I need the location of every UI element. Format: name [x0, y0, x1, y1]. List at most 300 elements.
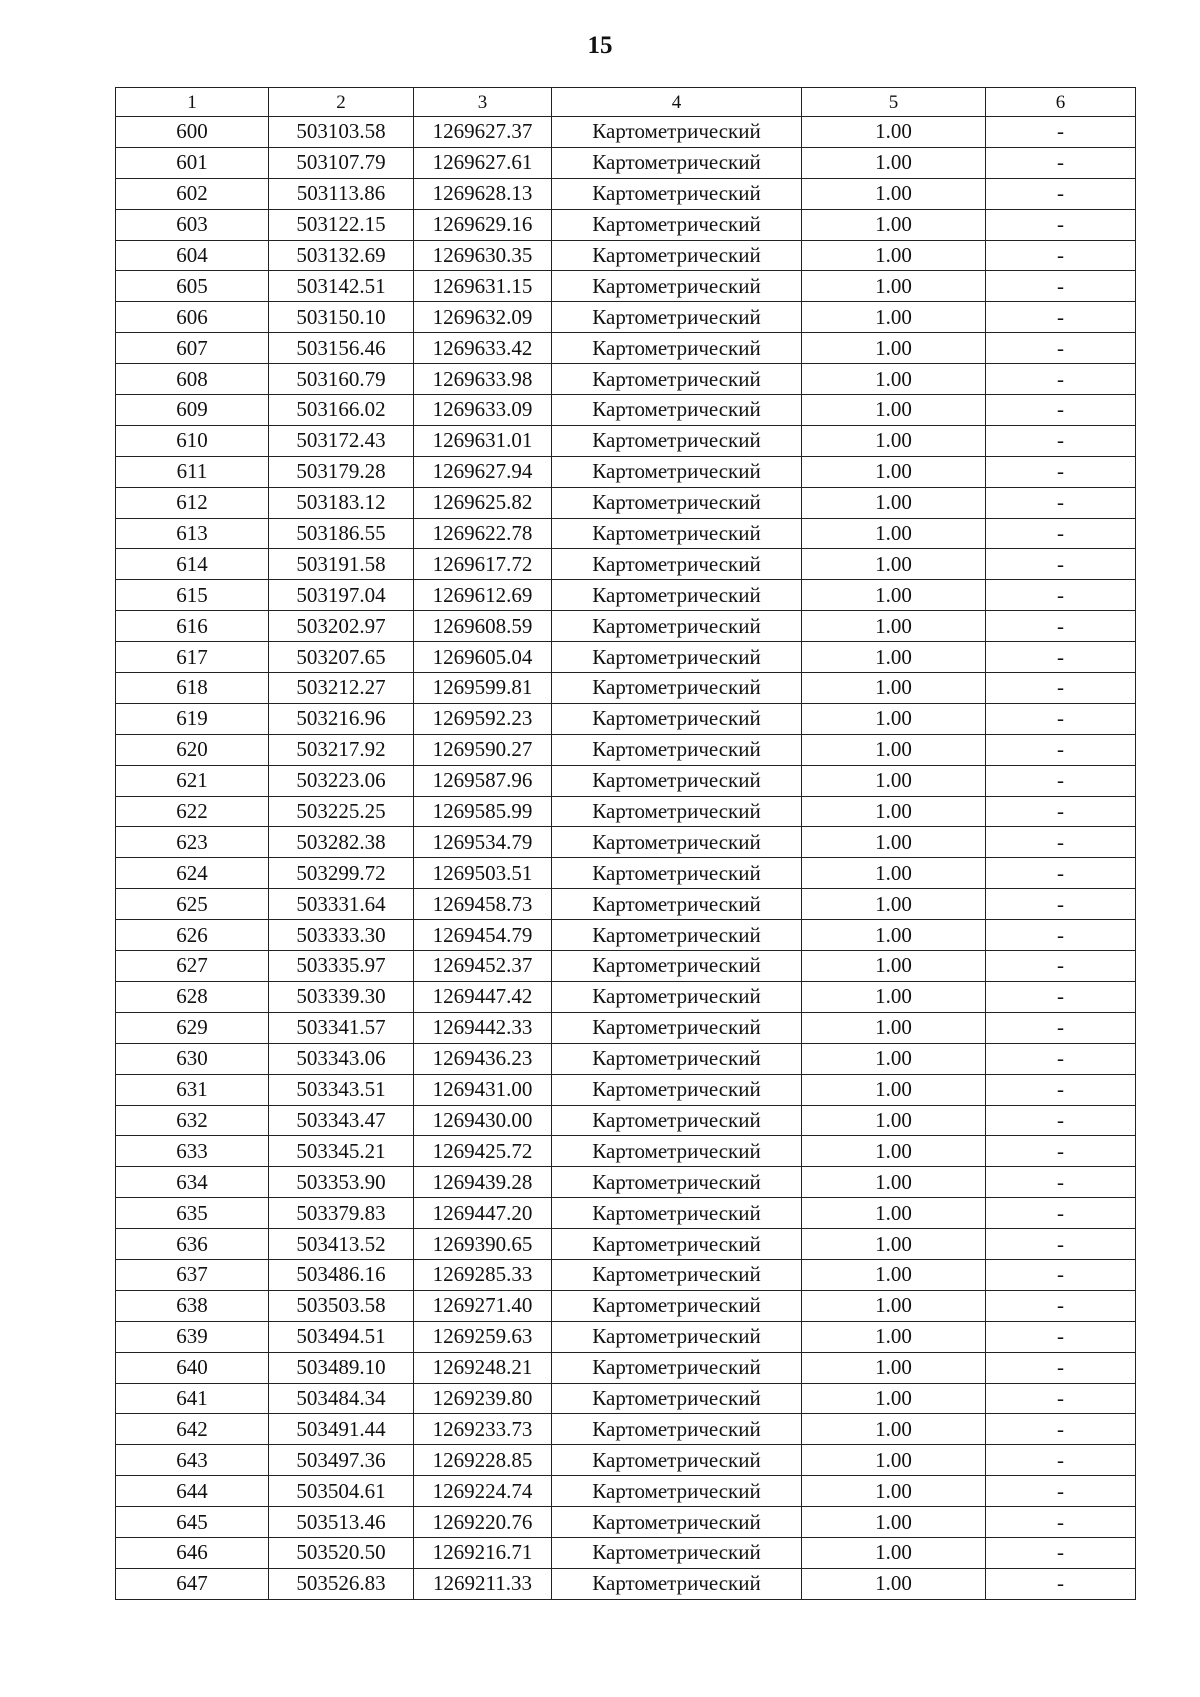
description-cell: - [986, 1136, 1136, 1167]
method-cell: Картометрический [552, 1414, 802, 1445]
y-coordinate-cell: 1269248.21 [414, 1352, 552, 1383]
point-number-cell: 632 [116, 1105, 269, 1136]
accuracy-cell: 1.00 [802, 549, 986, 580]
method-cell: Картометрический [552, 1136, 802, 1167]
table-row [116, 1105, 1136, 1136]
accuracy-cell: 1.00 [802, 271, 986, 302]
coordinates-table [115, 87, 1136, 1600]
accuracy-cell: 1.00 [802, 951, 986, 982]
y-coordinate-cell: 1269633.42 [414, 333, 552, 364]
description-cell: - [986, 1198, 1136, 1229]
table-row [116, 518, 1136, 549]
y-coordinate-cell: 1269631.01 [414, 425, 552, 456]
description-cell: - [986, 1445, 1136, 1476]
column-header-1: 1 [116, 88, 269, 117]
table-row [116, 1537, 1136, 1568]
description-cell: - [986, 1167, 1136, 1198]
description-cell: - [986, 703, 1136, 734]
accuracy-cell: 1.00 [802, 1290, 986, 1321]
x-coordinate-cell: 503122.15 [269, 209, 414, 240]
point-number-cell: 634 [116, 1167, 269, 1198]
description-cell: - [986, 734, 1136, 765]
x-coordinate-cell: 503497.36 [269, 1445, 414, 1476]
description-cell: - [986, 981, 1136, 1012]
description-cell: - [986, 1043, 1136, 1074]
method-cell: Картометрический [552, 425, 802, 456]
x-coordinate-cell: 503513.46 [269, 1507, 414, 1538]
y-coordinate-cell: 1269627.37 [414, 117, 552, 148]
accuracy-cell: 1.00 [802, 456, 986, 487]
accuracy-cell: 1.00 [802, 178, 986, 209]
column-header-2: 2 [269, 88, 414, 117]
x-coordinate-cell: 503343.47 [269, 1105, 414, 1136]
point-number-cell: 629 [116, 1012, 269, 1043]
y-coordinate-cell: 1269599.81 [414, 673, 552, 704]
table-row [116, 920, 1136, 951]
description-cell: - [986, 1259, 1136, 1290]
accuracy-cell: 1.00 [802, 765, 986, 796]
description-cell: - [986, 240, 1136, 271]
point-number-cell: 601 [116, 147, 269, 178]
y-coordinate-cell: 1269439.28 [414, 1167, 552, 1198]
accuracy-cell: 1.00 [802, 487, 986, 518]
x-coordinate-cell: 503520.50 [269, 1537, 414, 1568]
description-cell: - [986, 487, 1136, 518]
table-row [116, 1476, 1136, 1507]
y-coordinate-cell: 1269285.33 [414, 1259, 552, 1290]
description-cell: - [986, 302, 1136, 333]
x-coordinate-cell: 503486.16 [269, 1259, 414, 1290]
x-coordinate-cell: 503107.79 [269, 147, 414, 178]
point-number-cell: 604 [116, 240, 269, 271]
table-row [116, 333, 1136, 364]
y-coordinate-cell: 1269447.42 [414, 981, 552, 1012]
point-number-cell: 639 [116, 1321, 269, 1352]
table-row [116, 1043, 1136, 1074]
method-cell: Картометрический [552, 395, 802, 426]
accuracy-cell: 1.00 [802, 1198, 986, 1229]
description-cell: - [986, 147, 1136, 178]
description-cell: - [986, 1321, 1136, 1352]
table-row [116, 1012, 1136, 1043]
method-cell: Картометрический [552, 456, 802, 487]
method-cell: Картометрический [552, 1568, 802, 1599]
x-coordinate-cell: 503166.02 [269, 395, 414, 426]
table-row [116, 858, 1136, 889]
point-number-cell: 603 [116, 209, 269, 240]
table-row [116, 240, 1136, 271]
y-coordinate-cell: 1269220.76 [414, 1507, 552, 1538]
description-cell: - [986, 642, 1136, 673]
table-row [116, 951, 1136, 982]
y-coordinate-cell: 1269617.72 [414, 549, 552, 580]
method-cell: Картометрический [552, 117, 802, 148]
y-coordinate-cell: 1269632.09 [414, 302, 552, 333]
accuracy-cell: 1.00 [802, 1259, 986, 1290]
table-row [116, 117, 1136, 148]
description-cell: - [986, 858, 1136, 889]
method-cell: Картометрический [552, 1476, 802, 1507]
description-cell: - [986, 1476, 1136, 1507]
method-cell: Картометрический [552, 1290, 802, 1321]
table-row [116, 1229, 1136, 1260]
point-number-cell: 619 [116, 703, 269, 734]
x-coordinate-cell: 503341.57 [269, 1012, 414, 1043]
method-cell: Картометрический [552, 518, 802, 549]
x-coordinate-cell: 503339.30 [269, 981, 414, 1012]
y-coordinate-cell: 1269454.79 [414, 920, 552, 951]
x-coordinate-cell: 503331.64 [269, 889, 414, 920]
table-row [116, 703, 1136, 734]
method-cell: Картометрический [552, 364, 802, 395]
point-number-cell: 631 [116, 1074, 269, 1105]
table-row [116, 1445, 1136, 1476]
y-coordinate-cell: 1269442.33 [414, 1012, 552, 1043]
table-row [116, 425, 1136, 456]
table-row [116, 271, 1136, 302]
y-coordinate-cell: 1269436.23 [414, 1043, 552, 1074]
table-row [116, 611, 1136, 642]
y-coordinate-cell: 1269447.20 [414, 1198, 552, 1229]
y-coordinate-cell: 1269630.35 [414, 240, 552, 271]
accuracy-cell: 1.00 [802, 1414, 986, 1445]
accuracy-cell: 1.00 [802, 642, 986, 673]
x-coordinate-cell: 503179.28 [269, 456, 414, 487]
description-cell: - [986, 333, 1136, 364]
y-coordinate-cell: 1269587.96 [414, 765, 552, 796]
x-coordinate-cell: 503103.58 [269, 117, 414, 148]
point-number-cell: 635 [116, 1198, 269, 1229]
method-cell: Картометрический [552, 765, 802, 796]
x-coordinate-cell: 503526.83 [269, 1568, 414, 1599]
description-cell: - [986, 1074, 1136, 1105]
accuracy-cell: 1.00 [802, 333, 986, 364]
x-coordinate-cell: 503494.51 [269, 1321, 414, 1352]
method-cell: Картометрический [552, 240, 802, 271]
table-row [116, 1321, 1136, 1352]
table-row [116, 1352, 1136, 1383]
table-row [116, 580, 1136, 611]
point-number-cell: 643 [116, 1445, 269, 1476]
description-cell: - [986, 889, 1136, 920]
accuracy-cell: 1.00 [802, 1507, 986, 1538]
table-row [116, 487, 1136, 518]
accuracy-cell: 1.00 [802, 981, 986, 1012]
point-number-cell: 614 [116, 549, 269, 580]
y-coordinate-cell: 1269228.85 [414, 1445, 552, 1476]
point-number-cell: 638 [116, 1290, 269, 1321]
x-coordinate-cell: 503183.12 [269, 487, 414, 518]
x-coordinate-cell: 503335.97 [269, 951, 414, 982]
y-coordinate-cell: 1269605.04 [414, 642, 552, 673]
x-coordinate-cell: 503150.10 [269, 302, 414, 333]
table-row [116, 147, 1136, 178]
method-cell: Картометрический [552, 333, 802, 364]
accuracy-cell: 1.00 [802, 1229, 986, 1260]
x-coordinate-cell: 503160.79 [269, 364, 414, 395]
table-row [116, 796, 1136, 827]
table-row [116, 642, 1136, 673]
accuracy-cell: 1.00 [802, 580, 986, 611]
accuracy-cell: 1.00 [802, 673, 986, 704]
table-row [116, 1198, 1136, 1229]
y-coordinate-cell: 1269629.16 [414, 209, 552, 240]
description-cell: - [986, 827, 1136, 858]
point-number-cell: 636 [116, 1229, 269, 1260]
method-cell: Картометрический [552, 1074, 802, 1105]
column-header-5: 5 [802, 88, 986, 117]
x-coordinate-cell: 503202.97 [269, 611, 414, 642]
table-row [116, 1290, 1136, 1321]
method-cell: Картометрический [552, 611, 802, 642]
point-number-cell: 620 [116, 734, 269, 765]
accuracy-cell: 1.00 [802, 1074, 986, 1105]
description-cell: - [986, 1290, 1136, 1321]
description-cell: - [986, 1105, 1136, 1136]
table-row [116, 1568, 1136, 1599]
point-number-cell: 609 [116, 395, 269, 426]
method-cell: Картометрический [552, 1043, 802, 1074]
table-row [116, 1414, 1136, 1445]
accuracy-cell: 1.00 [802, 920, 986, 951]
point-number-cell: 627 [116, 951, 269, 982]
accuracy-cell: 1.00 [802, 240, 986, 271]
description-cell: - [986, 580, 1136, 611]
description-cell: - [986, 1229, 1136, 1260]
description-cell: - [986, 796, 1136, 827]
x-coordinate-cell: 503197.04 [269, 580, 414, 611]
table-row [116, 1167, 1136, 1198]
table-row [116, 302, 1136, 333]
accuracy-cell: 1.00 [802, 858, 986, 889]
x-coordinate-cell: 503172.43 [269, 425, 414, 456]
x-coordinate-cell: 503225.25 [269, 796, 414, 827]
x-coordinate-cell: 503489.10 [269, 1352, 414, 1383]
x-coordinate-cell: 503186.55 [269, 518, 414, 549]
method-cell: Картометрический [552, 1352, 802, 1383]
table-row [116, 981, 1136, 1012]
table-row [116, 178, 1136, 209]
method-cell: Картометрический [552, 178, 802, 209]
accuracy-cell: 1.00 [802, 703, 986, 734]
point-number-cell: 615 [116, 580, 269, 611]
description-cell: - [986, 395, 1136, 426]
method-cell: Картометрический [552, 951, 802, 982]
page-number: 15 [587, 32, 613, 59]
accuracy-cell: 1.00 [802, 889, 986, 920]
table-row [116, 1507, 1136, 1538]
y-coordinate-cell: 1269390.65 [414, 1229, 552, 1260]
point-number-cell: 602 [116, 178, 269, 209]
point-number-cell: 647 [116, 1568, 269, 1599]
x-coordinate-cell: 503333.30 [269, 920, 414, 951]
point-number-cell: 611 [116, 456, 269, 487]
accuracy-cell: 1.00 [802, 1105, 986, 1136]
y-coordinate-cell: 1269627.61 [414, 147, 552, 178]
method-cell: Картометрический [552, 889, 802, 920]
method-cell: Картометрический [552, 703, 802, 734]
accuracy-cell: 1.00 [802, 734, 986, 765]
y-coordinate-cell: 1269233.73 [414, 1414, 552, 1445]
y-coordinate-cell: 1269627.94 [414, 456, 552, 487]
y-coordinate-cell: 1269271.40 [414, 1290, 552, 1321]
accuracy-cell: 1.00 [802, 1537, 986, 1568]
method-cell: Картометрический [552, 1321, 802, 1352]
description-cell: - [986, 117, 1136, 148]
method-cell: Картометрический [552, 1507, 802, 1538]
accuracy-cell: 1.00 [802, 1568, 986, 1599]
y-coordinate-cell: 1269590.27 [414, 734, 552, 765]
description-cell: - [986, 673, 1136, 704]
y-coordinate-cell: 1269503.51 [414, 858, 552, 889]
point-number-cell: 618 [116, 673, 269, 704]
point-number-cell: 607 [116, 333, 269, 364]
y-coordinate-cell: 1269425.72 [414, 1136, 552, 1167]
point-number-cell: 625 [116, 889, 269, 920]
method-cell: Картометрический [552, 796, 802, 827]
point-number-cell: 642 [116, 1414, 269, 1445]
x-coordinate-cell: 503343.06 [269, 1043, 414, 1074]
point-number-cell: 621 [116, 765, 269, 796]
x-coordinate-cell: 503191.58 [269, 549, 414, 580]
x-coordinate-cell: 503216.96 [269, 703, 414, 734]
method-cell: Картометрический [552, 487, 802, 518]
method-cell: Картометрический [552, 920, 802, 951]
point-number-cell: 645 [116, 1507, 269, 1538]
accuracy-cell: 1.00 [802, 1167, 986, 1198]
accuracy-cell: 1.00 [802, 395, 986, 426]
point-number-cell: 630 [116, 1043, 269, 1074]
y-coordinate-cell: 1269534.79 [414, 827, 552, 858]
point-number-cell: 612 [116, 487, 269, 518]
method-cell: Картометрический [552, 1012, 802, 1043]
method-cell: Картометрический [552, 209, 802, 240]
accuracy-cell: 1.00 [802, 209, 986, 240]
table-body [116, 117, 1136, 1600]
point-number-cell: 617 [116, 642, 269, 673]
description-cell: - [986, 549, 1136, 580]
table-row [116, 1259, 1136, 1290]
table-row [116, 889, 1136, 920]
method-cell: Картометрический [552, 1198, 802, 1229]
point-number-cell: 608 [116, 364, 269, 395]
x-coordinate-cell: 503142.51 [269, 271, 414, 302]
y-coordinate-cell: 1269216.71 [414, 1537, 552, 1568]
method-cell: Картометрический [552, 734, 802, 765]
description-cell: - [986, 611, 1136, 642]
point-number-cell: 610 [116, 425, 269, 456]
table-row [116, 364, 1136, 395]
y-coordinate-cell: 1269608.59 [414, 611, 552, 642]
point-number-cell: 637 [116, 1259, 269, 1290]
method-cell: Картометрический [552, 858, 802, 889]
point-number-cell: 626 [116, 920, 269, 951]
description-cell: - [986, 364, 1136, 395]
accuracy-cell: 1.00 [802, 425, 986, 456]
column-header-4: 4 [552, 88, 802, 117]
point-number-cell: 606 [116, 302, 269, 333]
description-cell: - [986, 178, 1136, 209]
accuracy-cell: 1.00 [802, 1445, 986, 1476]
y-coordinate-cell: 1269631.15 [414, 271, 552, 302]
table-row [116, 456, 1136, 487]
table-row [116, 549, 1136, 580]
point-number-cell: 628 [116, 981, 269, 1012]
method-cell: Картометрический [552, 549, 802, 580]
y-coordinate-cell: 1269431.00 [414, 1074, 552, 1105]
x-coordinate-cell: 503504.61 [269, 1476, 414, 1507]
x-coordinate-cell: 503156.46 [269, 333, 414, 364]
point-number-cell: 624 [116, 858, 269, 889]
description-cell: - [986, 1383, 1136, 1414]
description-cell: - [986, 1012, 1136, 1043]
y-coordinate-cell: 1269224.74 [414, 1476, 552, 1507]
point-number-cell: 622 [116, 796, 269, 827]
y-coordinate-cell: 1269633.09 [414, 395, 552, 426]
y-coordinate-cell: 1269625.82 [414, 487, 552, 518]
x-coordinate-cell: 503282.38 [269, 827, 414, 858]
x-coordinate-cell: 503217.92 [269, 734, 414, 765]
table-row [116, 1074, 1136, 1105]
method-cell: Картометрический [552, 1167, 802, 1198]
x-coordinate-cell: 503413.52 [269, 1229, 414, 1260]
x-coordinate-cell: 503379.83 [269, 1198, 414, 1229]
header-row [116, 88, 1136, 117]
point-number-cell: 616 [116, 611, 269, 642]
x-coordinate-cell: 503207.65 [269, 642, 414, 673]
x-coordinate-cell: 503484.34 [269, 1383, 414, 1414]
table-row [116, 765, 1136, 796]
table-row [116, 209, 1136, 240]
table-row [116, 395, 1136, 426]
y-coordinate-cell: 1269211.33 [414, 1568, 552, 1599]
y-coordinate-cell: 1269612.69 [414, 580, 552, 611]
description-cell: - [986, 425, 1136, 456]
point-number-cell: 623 [116, 827, 269, 858]
point-number-cell: 600 [116, 117, 269, 148]
description-cell: - [986, 1507, 1136, 1538]
method-cell: Картометрический [552, 580, 802, 611]
method-cell: Картометрический [552, 981, 802, 1012]
x-coordinate-cell: 503491.44 [269, 1414, 414, 1445]
description-cell: - [986, 1537, 1136, 1568]
table-row [116, 1383, 1136, 1414]
y-coordinate-cell: 1269259.63 [414, 1321, 552, 1352]
description-cell: - [986, 951, 1136, 982]
x-coordinate-cell: 503113.86 [269, 178, 414, 209]
accuracy-cell: 1.00 [802, 611, 986, 642]
x-coordinate-cell: 503503.58 [269, 1290, 414, 1321]
method-cell: Картометрический [552, 1537, 802, 1568]
x-coordinate-cell: 503343.51 [269, 1074, 414, 1105]
accuracy-cell: 1.00 [802, 518, 986, 549]
description-cell: - [986, 1414, 1136, 1445]
method-cell: Картометрический [552, 147, 802, 178]
y-coordinate-cell: 1269622.78 [414, 518, 552, 549]
y-coordinate-cell: 1269592.23 [414, 703, 552, 734]
accuracy-cell: 1.00 [802, 1476, 986, 1507]
point-number-cell: 646 [116, 1537, 269, 1568]
y-coordinate-cell: 1269585.99 [414, 796, 552, 827]
point-number-cell: 640 [116, 1352, 269, 1383]
description-cell: - [986, 518, 1136, 549]
x-coordinate-cell: 503132.69 [269, 240, 414, 271]
method-cell: Картометрический [552, 1105, 802, 1136]
method-cell: Картометрический [552, 642, 802, 673]
x-coordinate-cell: 503299.72 [269, 858, 414, 889]
method-cell: Картометрический [552, 673, 802, 704]
accuracy-cell: 1.00 [802, 827, 986, 858]
